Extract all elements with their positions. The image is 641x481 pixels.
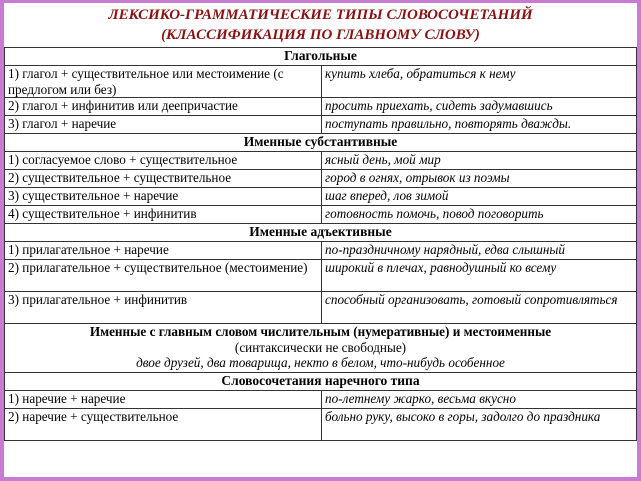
table-row [5, 188, 637, 206]
table-row [5, 116, 637, 134]
example-cell: способный организовать, готовый сопротивляться [322, 292, 637, 324]
section-header-substantive [5, 134, 637, 152]
type-cell: 2) прилагательное + существительное (местоимение) [5, 260, 322, 292]
title-line-1: ЛЕКСИКО-ГРАММАТИЧЕСКИЕ ТИПЫ СЛОВОСОЧЕТАНИЙ [108, 7, 533, 23]
type-cell: 1) прилагательное + наречие [5, 242, 322, 260]
example-cell: по-праздничному нарядный, едва слышный [322, 242, 637, 260]
phrase-types-table [4, 47, 637, 441]
section-note: (синтаксически не свободные) [234, 339, 407, 355]
example-cell: больно руку, высоко в горы, задолго до праздника [322, 409, 637, 441]
section-numeral [5, 324, 637, 373]
table-row [5, 242, 637, 260]
example-cell: ясный день, мой мир [322, 152, 637, 170]
table-row [5, 152, 637, 170]
table-row [5, 98, 637, 116]
type-cell: 2) глагол + инфинитив или деепричастие [5, 98, 322, 116]
table-row [5, 391, 637, 409]
table-row [5, 292, 637, 324]
section-title: Словосочетания наречного типа [5, 373, 637, 391]
type-cell: 1) глагол + существительное или местоимение (с предлогом или без) [5, 66, 322, 98]
table-row [5, 206, 637, 224]
type-cell: 3) глагол + наречие [5, 116, 322, 134]
section-title: Именные субстантивные [5, 134, 637, 152]
table-row [5, 170, 637, 188]
example-cell: широкий в плечах, равнодушный ко всему [322, 260, 637, 292]
section-example: двое друзей, два товарища, некто в белом, что-нибудь особенное [136, 355, 505, 370]
section-header-adjectival [5, 224, 637, 242]
type-cell: 1) согласуемое слово + существительное [5, 152, 322, 170]
section-title: Глагольные [5, 48, 637, 66]
section-header-adverbial [5, 373, 637, 391]
type-cell: 1) наречие + наречие [5, 391, 322, 409]
table-row [5, 260, 637, 292]
type-cell: 3) существительное + наречие [5, 188, 322, 206]
type-cell: 2) существительное + существительное [5, 170, 322, 188]
section-header-verbal [5, 48, 637, 66]
example-cell: шаг вперед, лов зимой [322, 188, 637, 206]
type-cell: 3) прилагательное + инфинитив [5, 292, 322, 324]
type-cell: 2) наречие + существительное [5, 409, 322, 441]
example-cell: готовность помочь, повод поговорить [322, 206, 637, 224]
page [4, 3, 637, 477]
title-line-2: (КЛАССИФИКАЦИЯ ПО ГЛАВНОМУ СЛОВУ) [161, 27, 480, 43]
example-cell: город в огнях, отрывок из поэмы [322, 170, 637, 188]
numeral-section-cell [5, 324, 637, 373]
example-cell: купить хлеба, обратиться к нему [322, 66, 637, 98]
document-title [4, 3, 637, 47]
type-cell: 4) существительное + инфинитив [5, 206, 322, 224]
example-cell: по-летнему жарко, весьма вкусно [322, 391, 637, 409]
table-row [5, 66, 637, 98]
table-row [5, 409, 637, 441]
example-cell: поступать правильно, повторять дважды. [322, 116, 637, 134]
section-title: Именные адъективные [5, 224, 637, 242]
example-cell: просить приехать, сидеть задумавшись [322, 98, 637, 116]
section-title: Именные с главным словом числительным (нумеративные) и местоименные [89, 324, 552, 339]
